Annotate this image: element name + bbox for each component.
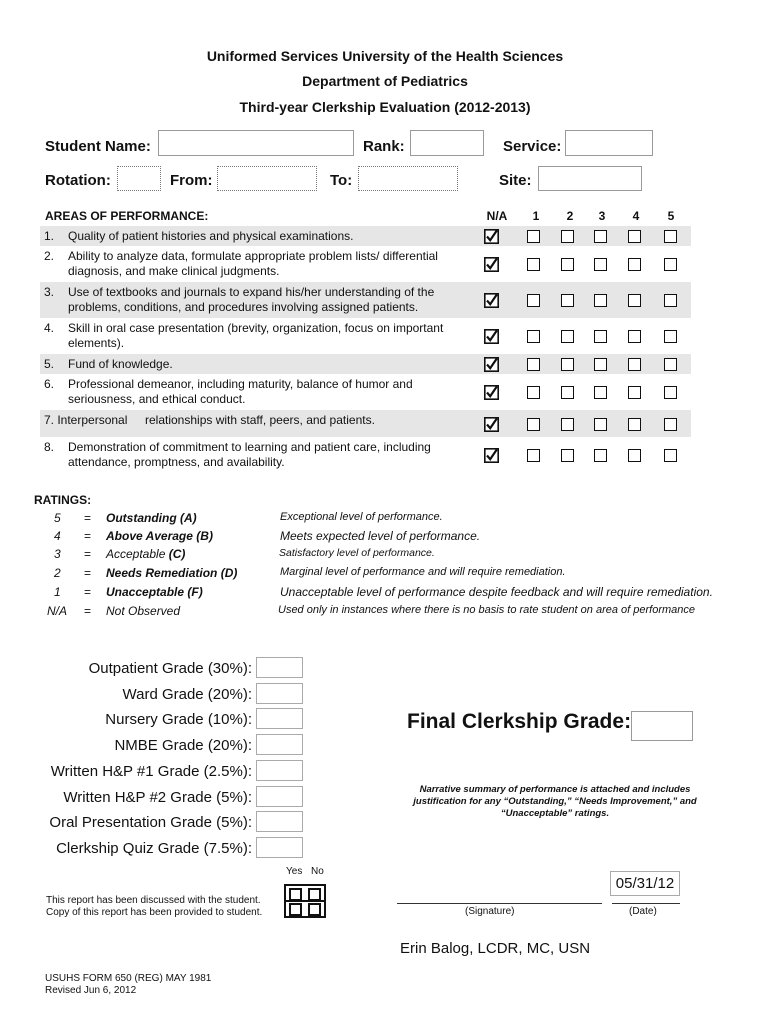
performance-item-text: relationships with staff, peers, and patients. [145,413,375,427]
rating-description: Meets expected level of performance. [280,529,481,543]
site-input[interactable] [538,166,642,191]
grade-input[interactable] [256,683,303,704]
rating-checkbox-5[interactable] [664,330,677,343]
final-grade-label: Final Clerkship Grade: [407,710,632,733]
performance-item-number: 7. Interpersonal [44,413,128,427]
rating-equals: = [84,547,92,561]
grade-input[interactable] [256,811,303,832]
grade-label: Written H&P #1 Grade (2.5%): [50,763,252,780]
rank-label: Rank: [363,138,405,155]
grade-label: Outpatient Grade (30%): [88,660,252,677]
rating-checkbox-3[interactable] [594,330,607,343]
performance-item-text: Skill in oral case presentation (brevity, organization, focus on important elements). [68,321,444,350]
discussed-text: This report has been discussed with the student. [46,895,261,906]
rating-checkbox-2[interactable] [561,258,574,271]
rating-equals: = [84,511,92,525]
grade-label: Oral Presentation Grade (5%): [49,814,252,831]
rating-letter: (B) [196,529,213,543]
rating-label-text: Outstanding [106,511,177,525]
rating-score: N/A [47,604,68,618]
evaluator-name: Erin Balog, LCDR, MC, USN [400,940,591,957]
rating-checkbox-4[interactable] [628,449,641,462]
rating-checkbox-2[interactable] [561,358,574,371]
rating-label [106,529,213,543]
rating-checkbox-1[interactable] [527,294,540,307]
rating-checkbox-2[interactable] [561,230,574,243]
rating-checkbox-3[interactable] [594,449,607,462]
rating-equals: = [84,529,92,543]
grade-label: Ward Grade (20%): [122,686,252,703]
grade-label: Written H&P #2 Grade (5%): [63,789,252,806]
performance-item-text: Ability to analyze data, formulate appropriate problem lists/ differential diagnosis, and make clinical judgments. [68,249,438,278]
rating-checkbox-3[interactable] [594,418,607,431]
grade-input[interactable] [256,734,303,755]
rating-checkbox-2[interactable] [561,449,574,462]
performance-item-number: 2. [44,249,55,263]
rating-score: 3 [54,547,61,561]
grade-input[interactable] [256,837,303,858]
date-value: 05/31/12 [615,875,675,892]
rating-checkbox-1[interactable] [527,258,540,271]
rating-score: 2 [54,566,61,580]
form-number: USUHS FORM 650 (REG) MAY 1981 [45,973,212,984]
grid-divider [286,900,324,902]
copy-no-checkbox[interactable] [308,903,321,916]
rating-checkbox-1[interactable] [527,358,540,371]
performance-item-number: 4. [44,321,55,335]
performance-item-text: Fund of knowledge. [68,357,173,371]
grade-input[interactable] [256,760,303,781]
date-line [612,903,680,904]
rating-checkbox-3[interactable] [594,294,607,307]
checked-checkbox-icon[interactable] [484,293,499,308]
checked-checkbox-icon[interactable] [484,448,499,463]
rating-score: 5 [54,511,61,525]
performance-row [40,318,691,354]
performance-item-number: 6. [44,377,55,391]
performance-item-number: 1. [44,229,55,243]
rating-label [106,511,197,525]
grade-label: NMBE Grade (20%): [114,737,252,754]
rating-checkbox-3[interactable] [594,230,607,243]
form-title: Third-year Clerkship Evaluation (2012-2013) [239,99,531,115]
performance-item-text: Quality of patient histories and physical examinations. [68,229,354,243]
rating-letter: (C) [168,547,186,561]
final-grade-input[interactable] [631,711,693,741]
rotation-input[interactable] [117,166,161,191]
copy-provided-text: Copy of this report has been provided to student. [46,907,263,918]
rating-label [106,585,203,599]
rating-checkbox-1[interactable] [527,230,540,243]
site-label: Site: [499,172,532,189]
col-na-header: N/A [486,209,508,223]
checked-checkbox-icon[interactable] [484,329,499,344]
rating-checkbox-5[interactable] [664,230,677,243]
signature-label: (Signature) [465,906,515,917]
yes-header: Yes [286,866,303,877]
date-field[interactable] [610,871,680,896]
col-4-header: 4 [632,209,640,223]
rating-checkbox-4[interactable] [628,294,641,307]
rating-checkbox-4[interactable] [628,258,641,271]
narrative-note: Narrative summary of performance is attached and includes justification for any “Outstanding,” “Needs Improvement,” and “Unacceptable” ratings. [413,784,697,819]
rating-checkbox-1[interactable] [527,330,540,343]
rank-input[interactable] [410,130,484,156]
rating-label [106,604,180,618]
rating-checkbox-3[interactable] [594,258,607,271]
performance-item-number: 8. [44,440,55,454]
date-label: (Date) [629,906,657,917]
performance-row [40,282,691,318]
performance-item-text: Use of textbooks and journals to expand his/her understanding of the problems, conditions, and procedures involving assigned patients. [68,285,435,314]
checked-checkbox-icon[interactable] [484,257,499,272]
rating-checkbox-5[interactable] [664,449,677,462]
col-1-header: 1 [532,209,540,223]
revision-date: Revised Jun 6, 2012 [45,985,137,996]
performance-row [40,410,691,437]
performance-heading: AREAS OF PERFORMANCE: [45,209,209,223]
rating-label-text: Not Observed [106,604,181,618]
rating-description: Satisfactory level of performance. [279,547,435,559]
performance-row [40,374,691,410]
grade-input[interactable] [256,657,303,678]
rating-checkbox-2[interactable] [561,386,574,399]
from-input[interactable] [217,166,317,191]
performance-item-text: Demonstration of commitment to learning and patient care, including attendance, promptness, and availability. [68,440,431,469]
rating-letter: (F) [187,585,203,599]
rating-letter: (D) [220,566,238,580]
rating-checkbox-5[interactable] [664,358,677,371]
grade-label: Clerkship Quiz Grade (7.5%): [56,840,252,857]
checked-checkbox-icon[interactable] [484,229,499,244]
rating-checkbox-4[interactable] [628,386,641,399]
rating-score: 4 [54,529,61,543]
rating-label [106,547,185,561]
service-label: Service: [503,138,562,155]
discussion-checkbox-grid [284,884,326,918]
rotation-label: Rotation: [45,172,111,189]
performance-row [40,354,691,374]
service-input[interactable] [565,130,653,156]
rating-checkbox-3[interactable] [594,358,607,371]
rating-checkbox-5[interactable] [664,258,677,271]
checked-checkbox-icon[interactable] [484,385,499,400]
rating-checkbox-1[interactable] [527,449,540,462]
rating-checkbox-2[interactable] [561,330,574,343]
rating-checkbox-2[interactable] [561,418,574,431]
ratings-heading: RATINGS: [34,493,92,507]
rating-label-text: Acceptable [106,547,166,561]
rating-equals: = [84,585,92,599]
rating-checkbox-4[interactable] [628,418,641,431]
rating-equals: = [84,604,92,618]
col-3-header: 3 [598,209,606,223]
rating-label [106,566,237,580]
rating-label-text: Unacceptable [106,585,185,599]
to-input[interactable] [358,166,458,191]
rating-checkbox-5[interactable] [664,386,677,399]
performance-item-text: Professional demeanor, including maturity, balance of humor and seriousness, and ethical conduct. [68,377,413,406]
student-name-label: Student Name: [45,138,151,155]
rating-letter: (A) [180,511,197,525]
rating-equals: = [84,566,92,580]
student-name-input[interactable] [158,130,354,156]
rating-checkbox-4[interactable] [628,330,641,343]
grade-label: Nursery Grade (10%): [105,711,252,728]
signature-line [397,903,602,904]
rating-label-text: Needs Remediation [106,566,218,580]
from-label: From: [170,172,213,189]
rating-description: Exceptional level of performance. [280,511,443,523]
department-title: Department of Pediatrics [302,73,468,89]
performance-row [40,226,691,246]
rating-description: Used only in instances where there is no basis to rate student on area of performance [278,604,696,616]
col-2-header: 2 [566,209,574,223]
performance-item-number: 3. [44,285,55,299]
performance-item-number: 5. [44,357,55,371]
to-label: To: [330,172,353,189]
grade-input[interactable] [256,786,303,807]
rating-checkbox-4[interactable] [628,358,641,371]
rating-label-text: Above Average [106,529,193,543]
performance-row [40,246,691,282]
checked-checkbox-icon[interactable] [484,417,499,432]
rating-checkbox-3[interactable] [594,386,607,399]
rating-checkbox-1[interactable] [527,418,540,431]
rating-description: Unacceptable level of performance despite feedback and will require remediation. [280,585,713,599]
rating-checkbox-5[interactable] [664,418,677,431]
grade-input[interactable] [256,708,303,729]
rating-checkbox-5[interactable] [664,294,677,307]
performance-row [40,437,691,473]
col-5-header: 5 [667,209,675,223]
checked-checkbox-icon[interactable] [484,357,499,372]
rating-description: Marginal level of performance and will require remediation. [280,566,566,578]
institution-title: Uniformed Services University of the Health Sciences [206,48,564,64]
rating-checkbox-1[interactable] [527,386,540,399]
rating-checkbox-4[interactable] [628,230,641,243]
copy-yes-checkbox[interactable] [289,903,302,916]
no-header: No [311,866,324,877]
rating-score: 1 [54,585,61,599]
rating-checkbox-2[interactable] [561,294,574,307]
